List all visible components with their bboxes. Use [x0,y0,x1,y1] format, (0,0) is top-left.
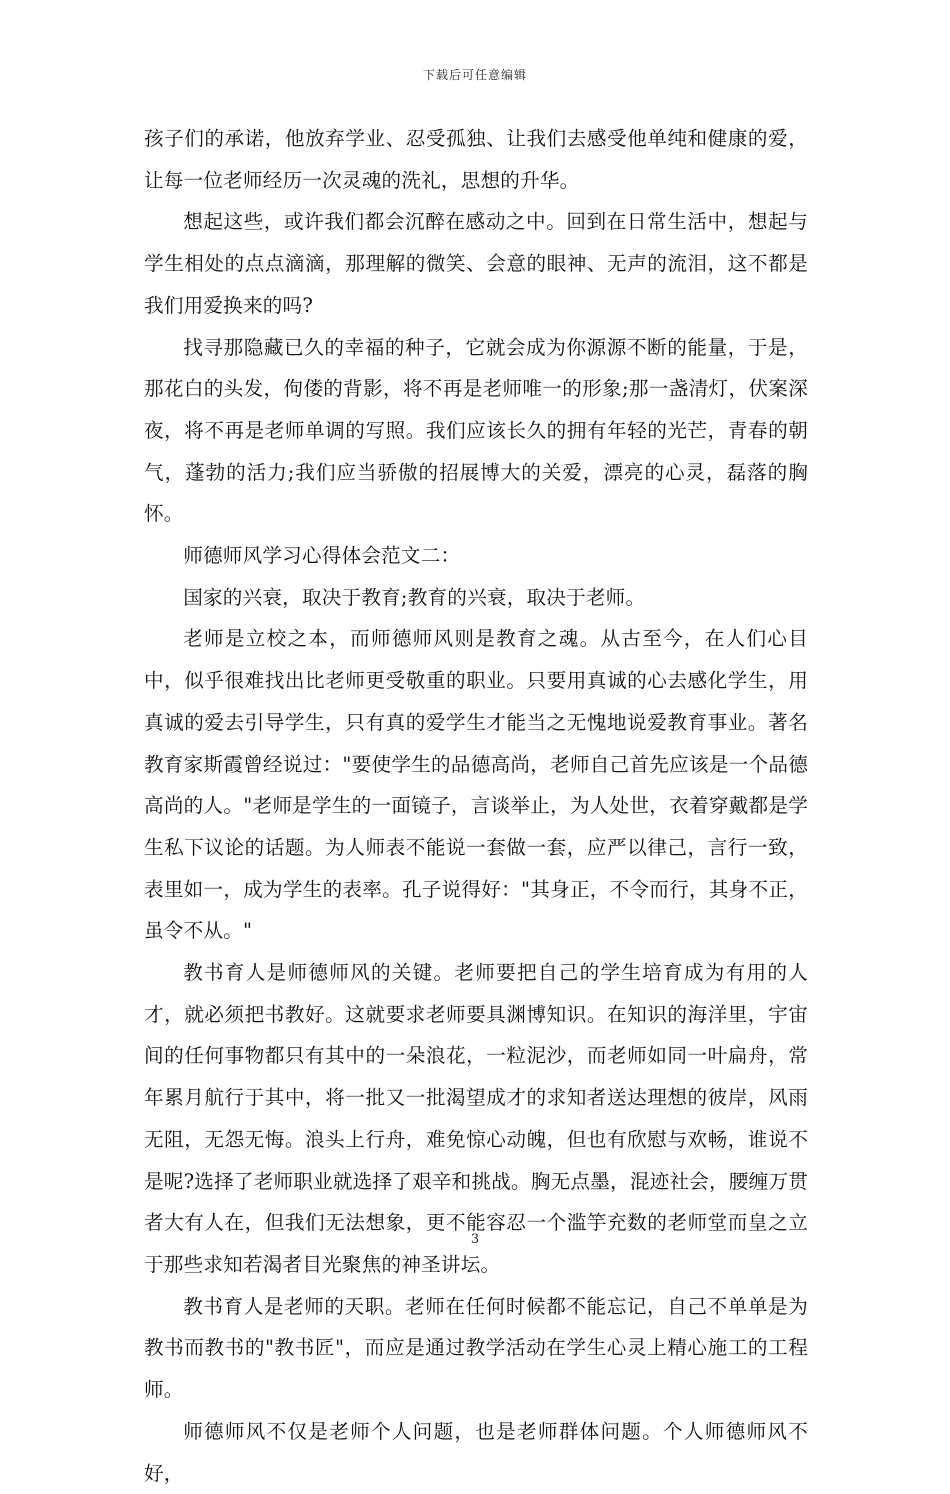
paragraph: 想起这些，或许我们都会沉醉在感动之中。回到在日常生活中，想起与学生相处的点点滴滴，那理解的微笑、会意的眼神、无声的流泪，这不都是我们用爱换来的吗? [144,210,808,317]
document-body [144,118,808,1494]
page-number: 3 [470,1232,480,1247]
paragraph: 教书育人是师德师风的关键。老师要把自己的学生培育成为有用的人才，就必须把书教好。这就要求老师要具渊博知识。在知识的海洋里，宇宙间的任何事物都只有其中的一朵浪花，一粒泥沙，而老师如同一叶扁舟，常年累月航行于其中，将一批又一批渴望成才的求知者送达理想的彼岸，风雨无阻，无怨无悔。浪头上行舟，难免惊心动魄，但也有欣慰与欢畅，谁说不是呢?选择了老师职业就选择了艰辛和挑战。胸无点墨，混迹社会，腰缠万贯者大有人在，但我们无法想象，更不能容忍一个滥竽充数的老师堂而皇之立于那些求知若渴者目光聚焦的神圣讲坛。 [144,961,808,1276]
section-heading: 师德师风学习心得体会范文二： [183,544,461,568]
paragraph: 孩子们的承诺，他放弃学业、忍受孤独、让我们去感受他单纯和健康的爱，让每一位老师经历一次灵魂的洗礼，思想的升华。 [144,127,808,192]
page-header: 下载后可任意编辑 [422,68,527,82]
paragraph: 国家的兴衰，取决于教育;教育的兴衰，取决于老师。 [183,585,646,609]
paragraph: 师德师风不仅是老师个人问题，也是老师群体问题。个人师德师风不好， [144,1419,808,1485]
paragraph: 找寻那隐藏已久的幸福的种子，它就会成为你源源不断的能量，于是，那花白的头发，佝偻的背影，将不再是老师唯一的形象;那一盏清灯，伏案深夜，将不再是老师单调的写照。我们应该长久的拥有年轻的光芒，青春的朝气，蓬勃的活力;我们应当骄傲的招展博大的关爱，漂亮的心灵，磊落的胸怀。 [144,335,808,526]
paragraph: 老师是立校之本，而师德师风则是教育之魂。从古至今，在人们心目中，似乎很难找出比老师更受敬重的职业。只要用真诚的心去感化学生，用真诚的爱去引导学生，只有真的爱学生才能当之无愧地说爱教育事业。著名教育家斯霞曾经说过："要使学生的品德高尚，老师自己首先应该是一个品德高尚的人。"老师是学生的一面镜子，言谈举止，为人处世，衣着穿戴都是学生私下议论的话题。为人师表不能说一套做一套，应严以律己，言行一致，表里如一，成为学生的表率。孔子说得好："其身正，不令而行，其身不正，虽令不从。" [144,627,808,943]
paragraph: 教书育人是老师的天职。老师在任何时候都不能忘记，自己不单单是为教书而教书的"教书匠"，而应是通过教学活动在学生心灵上精心施工的工程师。 [144,1294,808,1402]
